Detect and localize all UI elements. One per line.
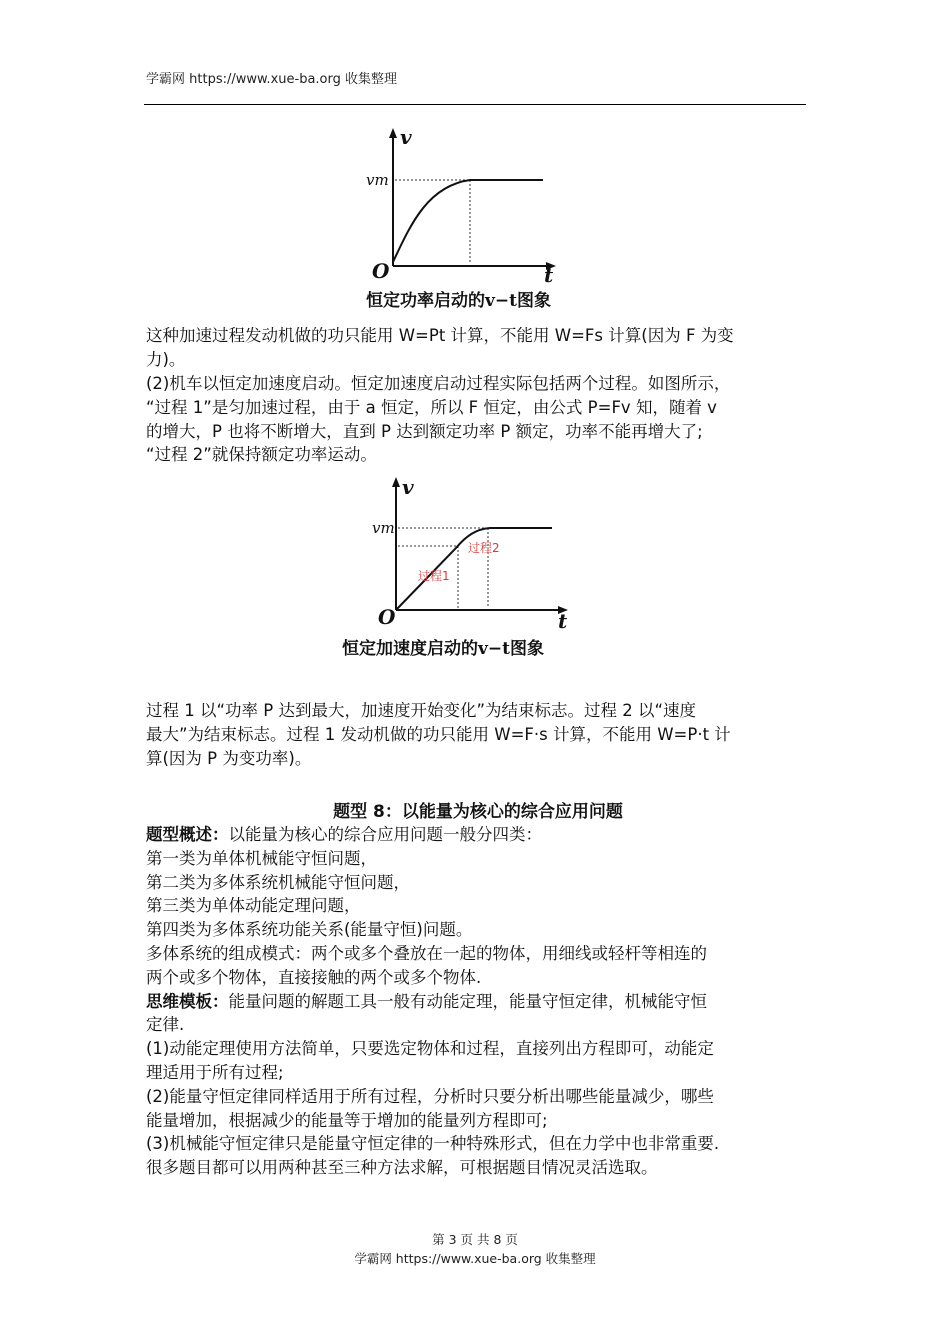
x-axis-label: t (558, 609, 568, 633)
process2-label: 过程2 (468, 541, 500, 555)
template-label: 思维模板： (146, 991, 229, 1011)
figure2-caption: 恒定加速度启动的v−t图象 (342, 639, 544, 659)
page-number: 第 3 页 共 8 页 (432, 1232, 518, 1247)
overview-label: 题型概述： (146, 825, 229, 844)
process1-label: 过程1 (418, 569, 450, 583)
list-item: 第一类为单体机械能守恒问题， (146, 848, 377, 868)
section-heading: 题型 8：以能量为核心的综合应用问题 (333, 802, 623, 822)
vm-label: vm (366, 171, 389, 189)
y-axis-label: v (400, 126, 412, 149)
y-axis-arrow-icon (392, 477, 400, 487)
paragraph-process-end-markers: 过程 1 以“功率 P 达到最大，加速度开始变化”为结束标志。过程 2 以“速度 最大”为结束标志。过程 1 发动机做的功只能用 W=F·s 计算，不能用 W=P·t 计 算(因为 P 为变功率)。 (146, 701, 731, 768)
figure-constant-acceleration (338, 474, 588, 662)
paragraph-work-constant-power: 这种加速过程发动机做的功只能用 W=Pt 计算，不能用 W=Fs 计算(因为 F 为变 力)。 (146, 326, 734, 369)
figure1-caption: 恒定功率启动的v−t图象 (366, 291, 551, 311)
vm-label: vm (372, 519, 395, 537)
page-footer-source: 学霸网 https://www.xue-ba.org 收集整理 (354, 1251, 596, 1266)
list-item: 第四类为多体系统功能关系(能量守恒)问题。 (146, 920, 473, 940)
page-header: 学霸网 https://www.xue-ba.org 收集整理 (146, 72, 397, 87)
x-axis-label: t (544, 263, 554, 287)
list-item: 第二类为多体系统机械能守恒问题， (146, 872, 410, 892)
y-axis-label: v (402, 475, 414, 499)
origin-label: O (372, 259, 390, 283)
section-body: 题型概述：以能量为核心的综合应用问题一般分四类： 第一类为单体机械能守恒问题， 第二类为多体系统机械能守恒问题， 第三类为单体动能定理问题， 第四类为多体系统功能关系(能量守恒)问题。 多体系统的组成模式：两个或多个叠放在一起的物体，用细线或轻杆等相连的 两个或多个物体，直接接触的两个或多个物体. 思维模板：能量问题的解题工具一般有动能定理，能量守恒定律，机械能守恒 定律. (1)动能定理使用方法简单，只要选定物体和过程，直接列出方程即可，动能定 理适用于所有过程; (2)能量守恒定律同样适用于所有过程，分析时只要分析出哪些能量减少，哪些 能量增加，根据减少的能量等于增加的能量列方程即可; (3)机械能守恒定律只是能量守恒定律的一种特殊形式，但在力学中也非常重要. 很多题目都可以用两种甚至三种方法求解，可根据题目情况灵活选取。 (146, 823, 810, 1180)
header-rule (144, 104, 806, 105)
figure-constant-power (362, 126, 592, 312)
paragraph-constant-acceleration: (2)机车以恒定加速度启动。恒定加速度启动过程实际包括两个过程。如图所示， “过程 1”是匀加速过程，由于 a 恒定，所以 F 恒定，由公式 P=Fv 知，随着 v 的增大，P 也将不断增大，直到 P 达到额定功率 P 额定，功率不能再增大了; “过程 2”就保持额定功率运动。 (146, 374, 731, 465)
list-item: 第三类为单体动能定理问题， (146, 896, 361, 916)
velocity-curve (393, 180, 543, 262)
origin-label: O (378, 605, 396, 629)
y-axis-arrow-icon (389, 128, 397, 138)
